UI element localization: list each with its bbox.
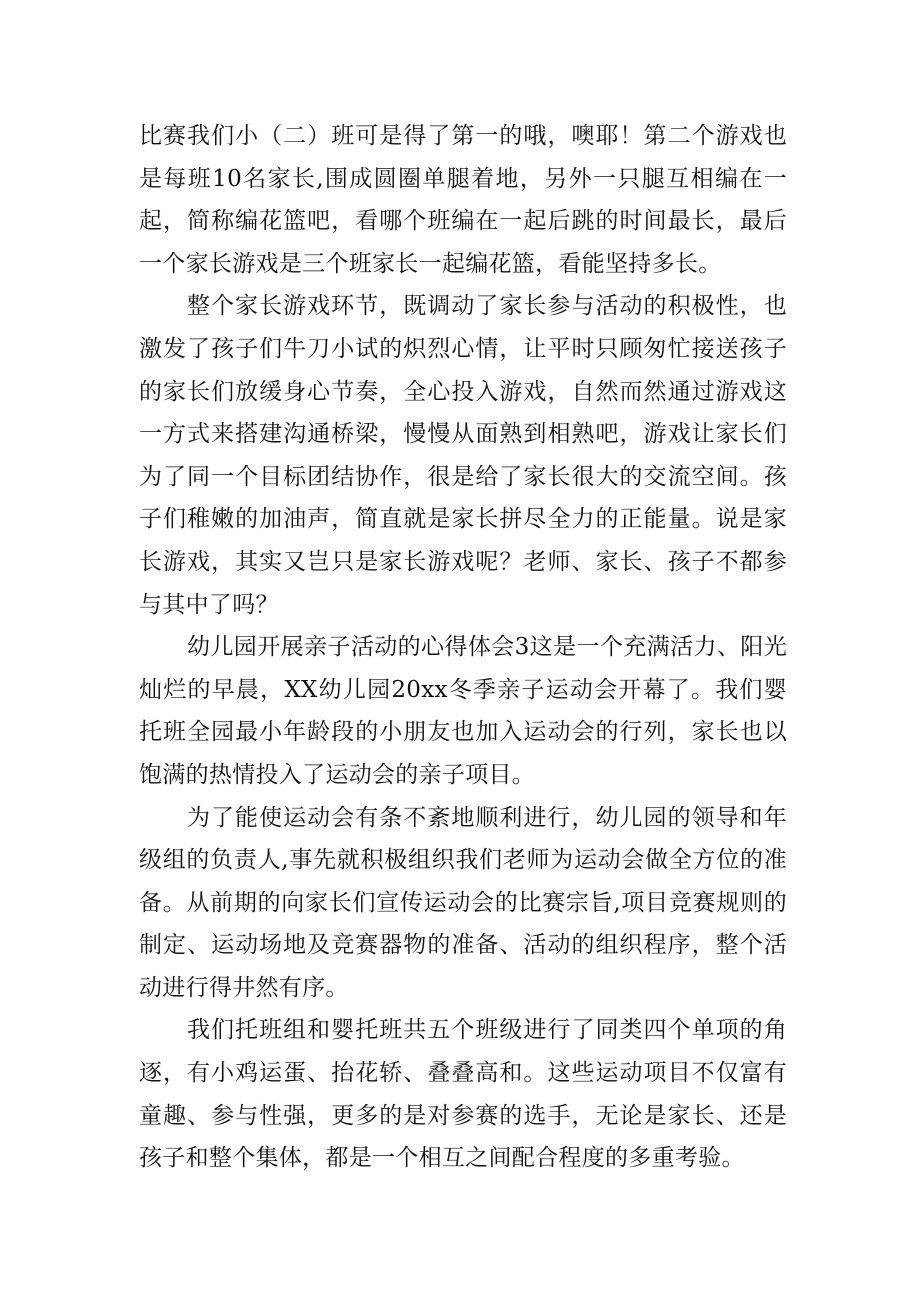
paragraph-5: 我们托班组和婴托班共五个班级进行了同类四个单项的角逐，有小鸡运蛋、抬花轿、叠叠高和。这些运动项目不仅富有童趣、参与性强，更多的是对参赛的选手，无论是家长、还是孩子和整个集体，都是一个相互之间配合程度的多重考验。	[139, 1017, 787, 1172]
paragraph-2: 整个家长游戏环节，既调动了家长参与活动的积极性，也激发了孩子们牛刀小试的炽烈心情，让平时只顾匆忙接送孩子的家长们放缓身心节奏，全心投入游戏，自然而然通过游戏这一方式来搭建沟通桥梁，慢慢从面熟到相熟吧，游戏让家长们为了同一个目标团结协作，很是给了家长很大的交流空间。孩子们稚嫩的加油声，简直就是家长拼尽全力的正能量。说是家长游戏，其实又岂只是家长游戏呢？老师、家长、孩子不都参与其中了吗？	[139, 293, 787, 618]
paragraph-1: 比赛我们小（二）班可是得了第一的哦，噢耶！第二个游戏也是每班10名家长,围成圆圈单腿着地，另外一只腿互相编在一起，简称编花篮吧，看哪个班编在一起后跳的时间最长，最后一个家长游戏是三个班家长一起编花篮，看能坚持多长。	[139, 123, 787, 277]
paragraph-3: 幼儿园开展亲子活动的心得体会3这是一个充满活力、阳光灿烂的早晨，XX幼儿园20xx冬季亲子运动会开幕了。我们婴托班全园最小年龄段的小朋友也加入运动会的行列，家长也以饱满的热情投入了运动会的亲子项目。	[139, 634, 787, 788]
paragraph-4: 为了能使运动会有条不紊地顺利进行，幼儿园的领导和年级组的负责人,事先就积极组织我们老师为运动会做全方位的准备。从前期的向家长们宣传运动会的比赛宗旨,项目竞赛规则的制定、运动场地及竞赛器物的准备、活动的组织程序，整个活动进行得井然有序。	[139, 804, 787, 1001]
document-body	[139, 115, 787, 1180]
